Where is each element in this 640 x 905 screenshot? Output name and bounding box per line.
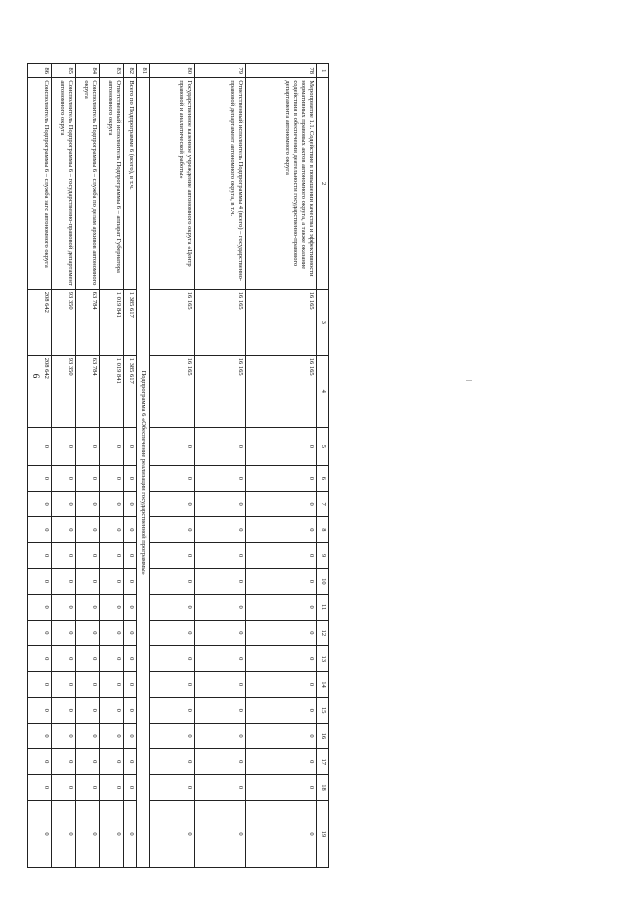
value-cell: 0 — [195, 775, 246, 801]
value-col3: 63 784 — [76, 289, 100, 355]
value-cell: 0 — [195, 427, 246, 465]
value-cell: 0 — [150, 697, 195, 723]
value-cell: 0 — [28, 517, 52, 543]
row-name: Ответственный исполнитель Подпрограммы 4 (всего) – государственно-правовой департамент автономного округа, в т.ч. — [195, 78, 246, 289]
value-cell: 0 — [100, 517, 124, 543]
value-col4: 16 165 — [150, 355, 195, 427]
value-col3: 93 350 — [52, 289, 76, 355]
value-cell: 0 — [100, 569, 124, 595]
value-cell: 0 — [124, 620, 137, 646]
value-cell: 0 — [124, 427, 137, 465]
value-cell: 0 — [76, 800, 100, 867]
column-header: 13 — [317, 646, 329, 672]
table-row — [100, 64, 124, 868]
row-number: 84 — [76, 64, 100, 78]
table-body — [28, 64, 329, 868]
value-cell: 0 — [52, 594, 76, 620]
value-cell: 0 — [246, 543, 317, 569]
value-cell: 0 — [52, 543, 76, 569]
value-cell: 0 — [124, 517, 137, 543]
value-cell: 0 — [76, 517, 100, 543]
value-cell: 0 — [76, 491, 100, 517]
column-header: 2 — [317, 78, 329, 289]
value-cell: 0 — [246, 427, 317, 465]
value-cell: 0 — [52, 620, 76, 646]
value-cell: 0 — [100, 646, 124, 672]
value-cell: 0 — [76, 723, 100, 749]
value-cell: 0 — [52, 672, 76, 698]
value-cell: 0 — [124, 465, 137, 491]
value-col4: 1 019 841 — [100, 355, 124, 427]
column-header: 1 — [317, 64, 329, 78]
value-col3: 16 165 — [246, 289, 317, 355]
row-name: Мероприятие 1.1. Содействие в повышении качества и эффективности нормативных правовых актов автономного округа, а также оказание содействия в обеспечении деятельности государственно-правового департамента автономного округа — [246, 78, 317, 289]
value-cell: 0 — [100, 672, 124, 698]
value-cell: 0 — [150, 465, 195, 491]
value-col3: 1 019 841 — [100, 289, 124, 355]
column-header: 7 — [317, 491, 329, 517]
value-cell: 0 — [28, 646, 52, 672]
value-col4: 63 784 — [76, 355, 100, 427]
column-header: 4 — [317, 355, 329, 427]
column-header: 8 — [317, 517, 329, 543]
value-cell: 0 — [195, 749, 246, 775]
column-header: 5 — [317, 427, 329, 465]
value-col3: 16 165 — [150, 289, 195, 355]
value-cell: 0 — [52, 569, 76, 595]
value-cell: 0 — [195, 491, 246, 517]
value-cell: 0 — [195, 672, 246, 698]
value-col4: 16 165 — [195, 355, 246, 427]
value-col3: 208 642 — [28, 289, 52, 355]
row-number: 86 — [28, 64, 52, 78]
row-name: Соисполнитель Подпрограммы 6 – служба загс автономного округа — [28, 78, 52, 289]
value-cell: 0 — [124, 800, 137, 867]
value-cell: 0 — [28, 427, 52, 465]
value-cell: 0 — [195, 800, 246, 867]
value-col4: 1 385 617 — [124, 355, 137, 427]
value-cell: 0 — [100, 543, 124, 569]
value-cell: 0 — [195, 517, 246, 543]
value-cell: 0 — [150, 646, 195, 672]
value-cell: 0 — [100, 697, 124, 723]
value-cell: 0 — [28, 749, 52, 775]
value-cell: 0 — [195, 723, 246, 749]
document-table-area — [43, 63, 329, 868]
value-cell: 0 — [76, 620, 100, 646]
value-cell: 0 — [195, 594, 246, 620]
value-cell: 0 — [28, 800, 52, 867]
value-cell: 0 — [150, 800, 195, 867]
value-cell: 0 — [124, 697, 137, 723]
page-number: 6 — [31, 373, 41, 379]
value-cell: 0 — [246, 517, 317, 543]
value-col4: 208 642 — [28, 355, 52, 427]
value-cell: 0 — [124, 775, 137, 801]
value-cell: 0 — [28, 491, 52, 517]
value-cell: 0 — [124, 723, 137, 749]
value-cell: 0 — [28, 672, 52, 698]
scan-speck — [466, 380, 472, 381]
value-cell: 0 — [52, 491, 76, 517]
value-cell: 0 — [76, 749, 100, 775]
row-name: Соисполнитель Подпрограммы 6 – служба по делам архивов автономного округа — [76, 78, 100, 289]
rotated-table-wrapper — [43, 63, 329, 868]
value-cell: 0 — [100, 491, 124, 517]
column-header: 16 — [317, 723, 329, 749]
value-cell: 0 — [52, 697, 76, 723]
row-name: Всего по Подпрограмме 6 (всего), в т.ч. — [124, 78, 137, 289]
column-header: 11 — [317, 594, 329, 620]
value-cell: 0 — [246, 594, 317, 620]
value-col4: 93 350 — [52, 355, 76, 427]
column-header: 14 — [317, 672, 329, 698]
value-cell: 0 — [124, 646, 137, 672]
column-header: 17 — [317, 749, 329, 775]
value-cell: 0 — [246, 723, 317, 749]
row-number: 82 — [124, 64, 137, 78]
column-header: 10 — [317, 569, 329, 595]
value-cell: 0 — [100, 620, 124, 646]
value-col4: 16 165 — [246, 355, 317, 427]
value-cell: 0 — [76, 672, 100, 698]
table-row — [124, 64, 137, 868]
value-cell: 0 — [76, 465, 100, 491]
value-cell: 0 — [195, 465, 246, 491]
value-cell: 0 — [246, 697, 317, 723]
row-number: 83 — [100, 64, 124, 78]
value-cell: 0 — [100, 427, 124, 465]
value-cell: 0 — [150, 543, 195, 569]
row-number: 81 — [137, 64, 150, 78]
value-cell: 0 — [246, 569, 317, 595]
column-header: 3 — [317, 289, 329, 355]
value-cell: 0 — [124, 594, 137, 620]
row-name: Соисполнитель Подпрограммы 6 – государственно-правовой департамент автономного округа — [52, 78, 76, 289]
value-cell: 0 — [246, 465, 317, 491]
value-cell: 0 — [124, 569, 137, 595]
value-cell: 0 — [195, 620, 246, 646]
value-cell: 0 — [246, 620, 317, 646]
column-header: 15 — [317, 697, 329, 723]
value-cell: 0 — [124, 491, 137, 517]
value-cell: 0 — [52, 800, 76, 867]
value-cell: 0 — [246, 800, 317, 867]
value-cell: 0 — [28, 697, 52, 723]
value-cell: 0 — [52, 465, 76, 491]
value-col3: 1 385 617 — [124, 289, 137, 355]
value-cell: 0 — [246, 646, 317, 672]
value-cell: 0 — [246, 749, 317, 775]
value-cell: 0 — [246, 775, 317, 801]
value-cell: 0 — [195, 543, 246, 569]
value-cell: 0 — [100, 465, 124, 491]
column-header: 19 — [317, 800, 329, 867]
value-cell: 0 — [100, 594, 124, 620]
value-cell: 0 — [28, 543, 52, 569]
value-cell: 0 — [52, 749, 76, 775]
financing-table — [27, 63, 329, 868]
value-cell: 0 — [124, 749, 137, 775]
value-cell: 0 — [150, 775, 195, 801]
value-cell: 0 — [28, 723, 52, 749]
value-cell: 0 — [124, 672, 137, 698]
value-cell: 0 — [150, 723, 195, 749]
value-cell: 0 — [150, 749, 195, 775]
value-cell: 0 — [100, 775, 124, 801]
table-row — [150, 64, 195, 868]
value-cell: 0 — [52, 775, 76, 801]
row-number: 79 — [195, 64, 246, 78]
value-cell: 0 — [150, 427, 195, 465]
value-cell: 0 — [76, 594, 100, 620]
table-row — [195, 64, 246, 868]
value-cell: 0 — [195, 697, 246, 723]
value-cell: 0 — [195, 569, 246, 595]
row-number: 80 — [150, 64, 195, 78]
row-number: 85 — [52, 64, 76, 78]
value-cell: 0 — [246, 491, 317, 517]
table-row — [28, 64, 52, 868]
value-cell: 0 — [150, 620, 195, 646]
value-cell: 0 — [150, 491, 195, 517]
value-cell: 0 — [150, 594, 195, 620]
header-row — [317, 64, 329, 868]
value-cell: 0 — [76, 697, 100, 723]
table-row — [76, 64, 100, 868]
value-cell: 0 — [124, 543, 137, 569]
value-cell: 0 — [52, 427, 76, 465]
column-header: 18 — [317, 775, 329, 801]
value-cell: 0 — [100, 723, 124, 749]
value-col3: 16 165 — [195, 289, 246, 355]
column-header: 6 — [317, 465, 329, 491]
value-cell: 0 — [76, 775, 100, 801]
value-cell: 0 — [76, 646, 100, 672]
value-cell: 0 — [76, 543, 100, 569]
value-cell: 0 — [52, 723, 76, 749]
value-cell: 0 — [76, 427, 100, 465]
value-cell: 0 — [100, 749, 124, 775]
value-cell: 0 — [76, 569, 100, 595]
value-cell: 0 — [28, 569, 52, 595]
column-header: 9 — [317, 543, 329, 569]
value-cell: 0 — [28, 620, 52, 646]
value-cell: 0 — [150, 517, 195, 543]
row-name: Ответственный исполнитель Подпрограммы 6 – аппарат Губернатора автономного округа — [100, 78, 124, 289]
section-title: Подпрограмма 6 «Обеспечение реализации государственной программы» — [137, 78, 150, 868]
value-cell: 0 — [195, 646, 246, 672]
value-cell: 0 — [28, 594, 52, 620]
value-cell: 0 — [52, 517, 76, 543]
value-cell: 0 — [150, 569, 195, 595]
value-cell: 0 — [150, 672, 195, 698]
table-row — [52, 64, 76, 868]
value-cell: 0 — [28, 775, 52, 801]
table-row — [246, 64, 317, 868]
table-row — [137, 64, 150, 868]
value-cell: 0 — [100, 800, 124, 867]
column-header: 12 — [317, 620, 329, 646]
row-number: 78 — [246, 64, 317, 78]
value-cell: 0 — [52, 646, 76, 672]
row-name: Государственное казенное учреждение автономного округа «Центр правовой и аналитической работы» — [150, 78, 195, 289]
value-cell: 0 — [246, 672, 317, 698]
value-cell: 0 — [28, 465, 52, 491]
